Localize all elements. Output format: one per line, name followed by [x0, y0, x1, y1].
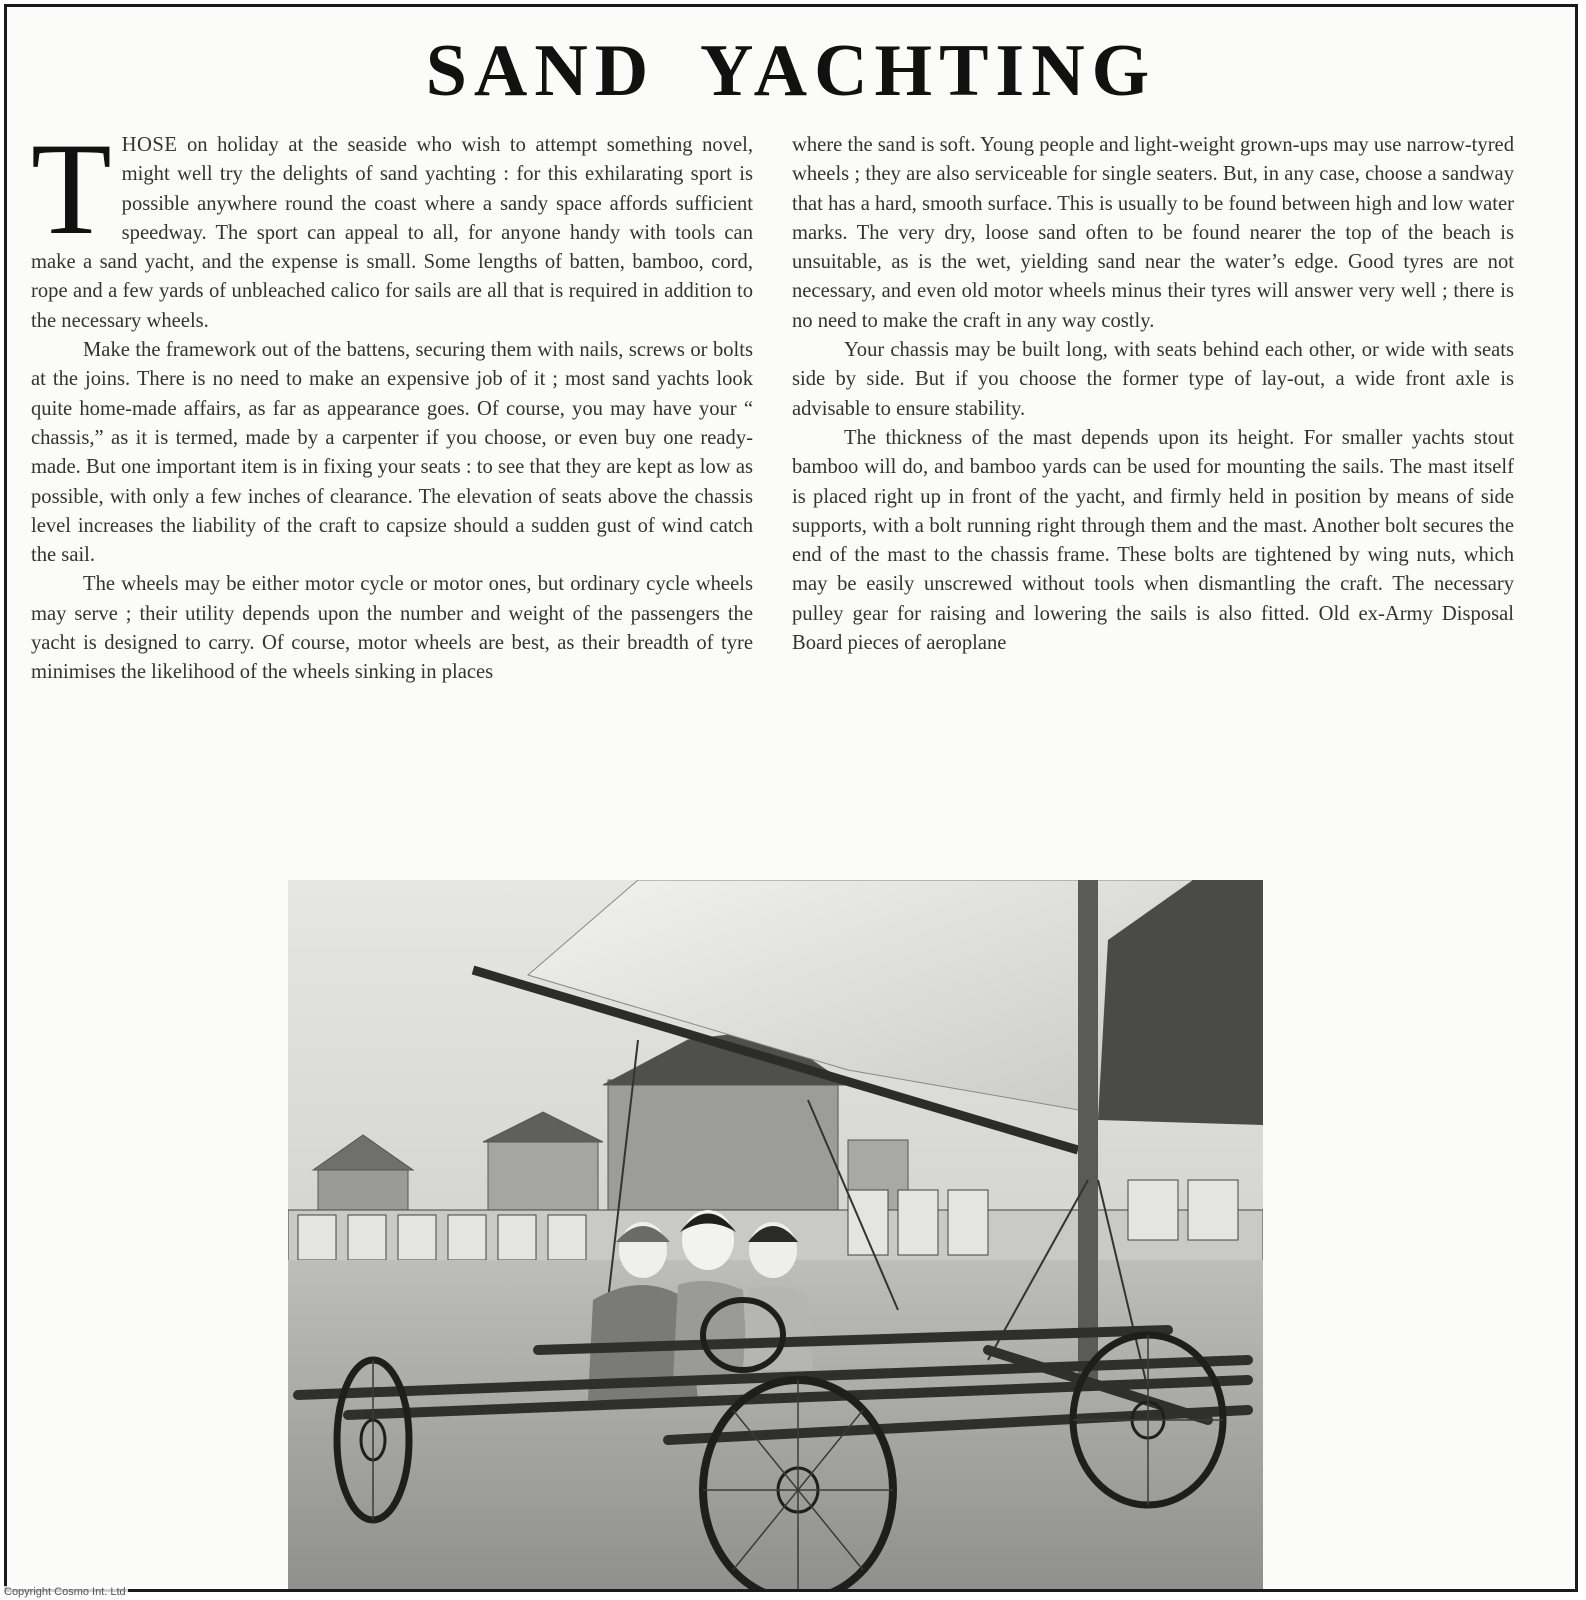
paragraph-1-text: on holiday at the seaside who wish to attempt something novel, might well try the delights of sand yachting : for this exhilarating sport is possible anywhere round the coast where a sandy space affords sufficient speedway. The sport can appeal to all, for anyone handy with tools can make a sand yacht, and the expense is small. Some lengths of batten, bamboo, cord, rope and a few yards of unbleached calico for sails are all that is required in addition to the necessary wheels. [31, 134, 753, 332]
sand-yacht-photograph [288, 880, 1263, 1592]
text-column-right [792, 131, 1514, 658]
drop-cap: T [31, 115, 112, 262]
paragraph-1 [31, 115, 753, 336]
magazine-page [4, 4, 1578, 1592]
sand-yacht-illustration [288, 880, 1263, 1592]
mast [1078, 880, 1098, 1390]
text-column-left [31, 115, 753, 688]
paragraph-5: Your chassis may be built long, with seats behind each other, or wide with seats side by side. But if you choose the former type of lay-out, a wide front axle is advisable to ensure stability. [792, 339, 1514, 420]
copyright-watermark: Copyright Cosmo Int. Ltd [4, 1586, 126, 1598]
paragraph-2: Make the framework out of the battens, securing them with nails, screws or bolts at the joins. There is no need to make an expensive job of it ; most sand yachts look quite home-made affairs, as far as appearance goes. Of course, you may have your “ chassis,” as it is termed, made by a carpenter if you choose, or even buy one ready-made. But one important item is in fixing your seats : to see that they are kept as low as possible, with only a few inches of clearance. The elevation of seats above the chassis level increases the liability of the craft to capsize should a sudden gust of wind catch the sail. [31, 339, 753, 567]
opening-word: HOSE [121, 134, 178, 156]
paragraph-4: where the sand is soft. Young people and light-weight grown-ups may use narrow-tyred wheels ; they are also serviceable for single seaters. But, in any case, choose a sandway that has a hard, smooth surface. This is usually to be found between high and low water marks. The very dry, loose sand often to be found nearer the top of the beach is unsuitable, as is the wet, yielding sand near the water’s edge. Good tyres are not necessary, and even old motor wheels minus their tyres will answer very well ; there is no need to make the craft in any way costly. [792, 134, 1514, 332]
article-title: SAND YACHTING [425, 30, 1157, 112]
paragraph-3: The wheels may be either motor cycle or motor ones, but ordinary cycle wheels may serve ; their utility depends upon the number and weight of the passengers the yacht is designed to carry. Of course, motor wheels are best, as their breadth of tyre minimises the likelihood of the wheels sinking in places [31, 573, 753, 684]
paragraph-6: The thickness of the mast depends upon its height. For smaller yachts stout bamboo will do, and bamboo yards can be used for mounting the sails. The mast itself is placed right up in front of the yacht, and firmly held in position by means of side supports, with a bolt running right through them and the mast. Another bolt secures the end of the mast to the chassis frame. These bolts are tightened by wing nuts, which may be easily unscrewed without tools when dismantling the craft. The necessary pulley gear for raising and lowering the sails is also fitted. Old ex-Army Disposal Board pieces of aeroplane [792, 426, 1514, 655]
